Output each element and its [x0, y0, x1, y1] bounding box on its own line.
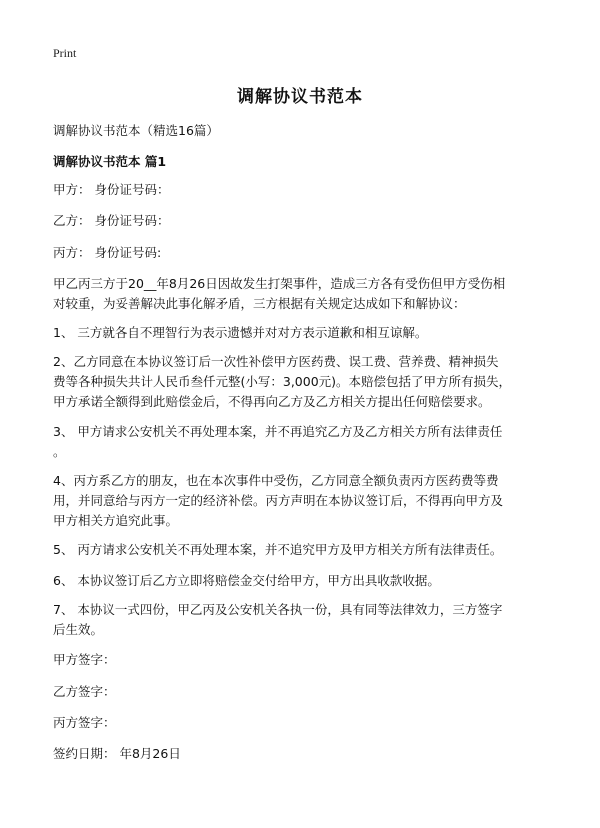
- clause-1: 1、 三方就各自不理智行为表示遗憾并对对方表示道歉和相互谅解。: [53, 325, 428, 340]
- clause-line: 3、 甲方请求公安机关不再处理本案，并不再追究乙方及乙方相关方所有法律责任: [53, 424, 503, 439]
- clause-line: 甲方承诺全额得到此赔偿金后，不得再向乙方及乙方相关方提出任何赔偿要求。: [53, 394, 491, 409]
- clause-line: 用，并同意给与丙方一定的经济补偿。丙方声明在本协议签订后，不得再向甲方及: [53, 493, 504, 508]
- clause-7: [53, 600, 553, 640]
- intro-paragraph: [53, 274, 553, 314]
- clause-line: 甲方相关方追究此事。: [53, 513, 179, 528]
- clause-line: 费等各种损失共计人民币叁仟元整(小写：3,000元)。本赔偿包括了甲方所有损失，: [53, 374, 512, 389]
- clause-line: 后生效。: [53, 622, 104, 637]
- clause-3: [53, 422, 553, 462]
- document-title: 调解协议书范本: [237, 87, 363, 107]
- clause-line: 4、丙方系乙方的朋友，也在本次事件中受伤，乙方同意全额负责丙方医药费等费: [53, 473, 499, 488]
- clause-2: [53, 352, 553, 412]
- print-link[interactable]: Print: [53, 46, 77, 60]
- party-c-id-line: 丙方： 身份证号码:: [53, 245, 162, 260]
- clause-6: 6、 本协议签订后乙方立即将赔偿金交付给甲方，甲方出具收款收据。: [53, 573, 440, 588]
- signature-a: 甲方签字：: [53, 652, 116, 667]
- clause-line: 2、乙方同意在本协议签订后一次性补偿甲方医药费、误工费、营养费、精神损失: [53, 354, 499, 369]
- document-subtitle: 调解协议书范本（精选16篇）: [53, 123, 219, 138]
- party-b-id-line: 乙方： 身份证号码：: [53, 213, 170, 228]
- clause-5: 5、 丙方请求公安机关不再处理本案，并不追究甲方及甲方相关方所有法律责任。: [53, 542, 503, 557]
- clause-4: [53, 471, 553, 531]
- party-a-id-line: 甲方： 身份证号码：: [53, 182, 170, 197]
- clause-line: 。: [53, 444, 66, 459]
- signing-date: 签约日期： 年8月26日: [53, 746, 181, 761]
- signature-c: 丙方签字：: [53, 715, 116, 730]
- clause-line: 7、 本协议一式四份，甲乙丙及公安机关各执一份，具有同等法律效力，三方签字: [53, 602, 503, 617]
- intro-line: 对较重，为妥善解决此事化解矛盾，三方根据有关规定达成如下和解协议：: [53, 296, 466, 311]
- intro-line: 甲乙丙三方于20__年8月26日因故发生打架事件，造成三方各有受伤但甲方受伤相: [53, 276, 506, 291]
- section-heading: 调解协议书范本 篇1: [53, 154, 167, 169]
- signature-b: 乙方签字：: [53, 684, 116, 699]
